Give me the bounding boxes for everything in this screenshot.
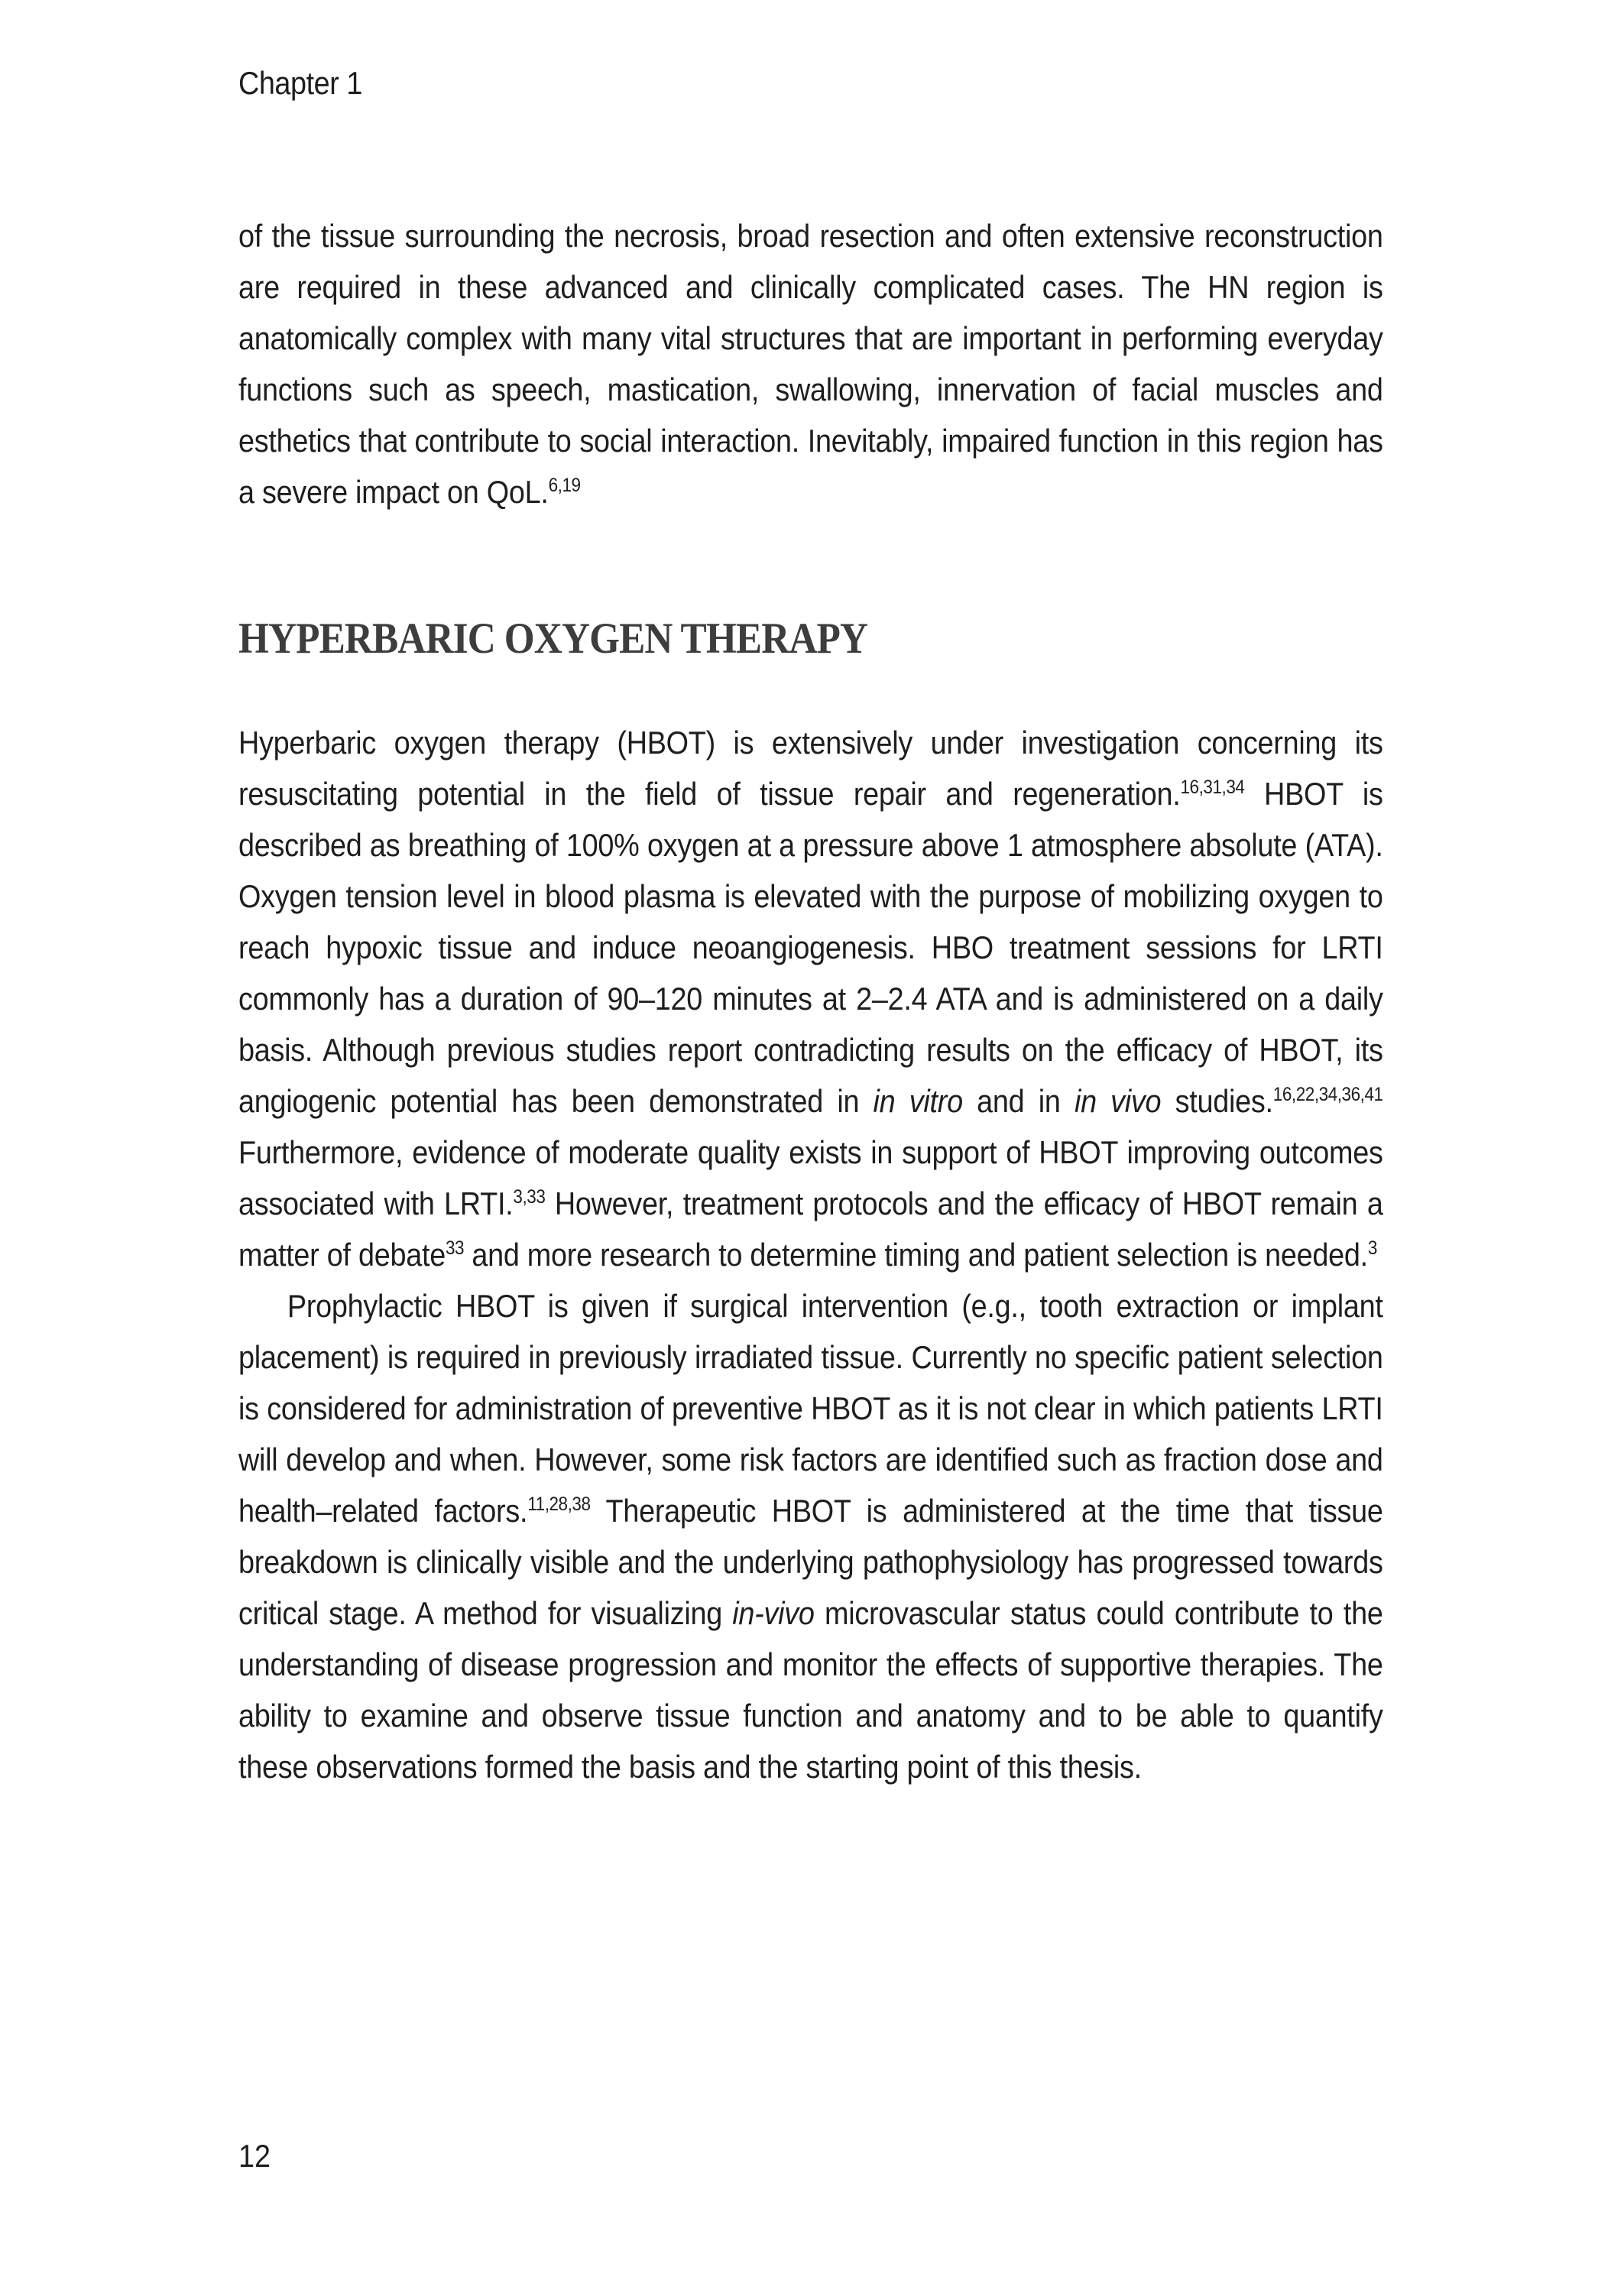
text-run: HBOT is described as breathing of 100% oxygen at a pressure above 1 atmosphere absolute (ATA). Oxygen tension level in blood plasma is elevated with the purpose of mobilizing oxygen to reach hypoxic tissue and induce neoangiogenesis. HBO treatment sessions for LRTI commonly has a duration of 90–120 minutes at 2–2.4 ATA and is administered on a daily basis. Although previous studies report contradicting results on the efficacy of HBOT, its angiogenic potential has been demonstrated in	[238, 776, 1383, 1119]
section-heading: HYPERBARIC OXYGEN THERAPY	[238, 615, 868, 663]
chapter-label: Chapter 1	[238, 65, 362, 101]
citation-superscript: 11,28,38	[527, 1494, 591, 1515]
text-run: studies.	[1161, 1083, 1273, 1119]
text-run: Therapeutic HBOT is administered at the time that tissue breakdown is clinically visible and the underlying pathophysiology has progressed towards critical stage. A method for visualizing	[238, 1493, 1383, 1631]
text-run: Furthermore, evidence of moderate quality exists in support of HBOT improving outcomes associated with LRTI.	[238, 1134, 1383, 1221]
citation-superscript: 3	[1367, 1237, 1377, 1259]
italic-term: in-vivo	[732, 1595, 815, 1631]
text-run: of the tissue surrounding the necrosis, broad resection and often extensive reconstruction are required in these advanced and clinically complicated cases. The HN region is anatomically complex with many vital structures that are important in performing everyday functions such as speech, mastication, swallowing, innervation of facial muscles and esthetics that contribute to social interaction. Inevitably, impaired function in this region has a severe impact on QoL.	[238, 218, 1383, 510]
paragraphs-after-heading	[238, 717, 1383, 1792]
paragraph	[238, 1280, 1383, 1792]
page-number: 12	[238, 2138, 271, 2174]
citation-superscript: 16,22,34,36,41	[1272, 1084, 1383, 1105]
paragraph	[238, 717, 1383, 1280]
text-run: microvascular status could contribute to the understanding of disease progression and monitor the effects of supportive therapies. The ability to examine and observe tissue function and anatomy and to be able to quantify these observations formed the basis and the starting point of this thesis.	[238, 1595, 1383, 1785]
text-run: Hyperbaric oxygen therapy (HBOT) is extensively under investigation concerning its resuscitating potential in the field of tissue repair and regeneration.	[238, 725, 1383, 812]
page-content	[238, 210, 1383, 1792]
citation-superscript: 3,33	[513, 1186, 546, 1208]
text-run: and more research to determine timing and patient selection is needed.	[464, 1237, 1368, 1273]
paragraph	[238, 210, 1383, 517]
citation-superscript: 16,31,34	[1180, 777, 1245, 798]
italic-term: in vitro	[873, 1083, 963, 1119]
text-run: Prophylactic HBOT is given if surgical intervention (e.g., tooth extraction or implant placement) is required in previously irradiated tissue. Currently no specific patient selection is considered for administration of preventive HBOT as it is not clear in which patients LRTI will develop and when. However, some risk factors are identified such as fraction dose and health–related factors.	[238, 1288, 1383, 1529]
italic-term: in vivo	[1074, 1083, 1162, 1119]
paragraphs-before-heading	[238, 210, 1383, 517]
text-run: However, treatment protocols and the efficacy of HBOT remain a matter of debate	[238, 1185, 1383, 1273]
citation-superscript: 33	[445, 1237, 465, 1259]
text-run: and in	[962, 1083, 1075, 1119]
citation-superscript: 6,19	[548, 475, 581, 496]
